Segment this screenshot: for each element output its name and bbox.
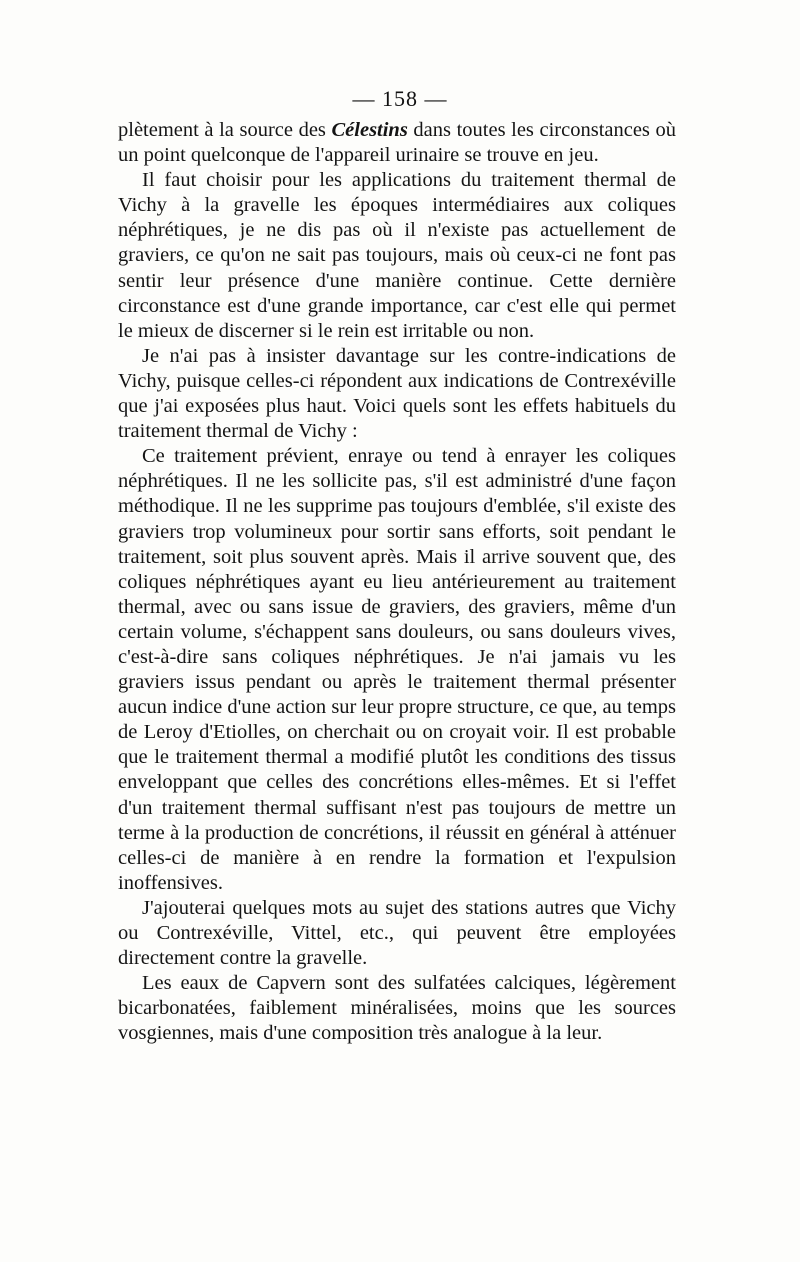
paragraph: Il faut choisir pour les applications du traitement thermal de Vichy à la gravelle les époques intermédiaires aux coliques néphrétiques, je ne dis pas où il n'existe pas actuellement de graviers, ce qu'on ne sait pas toujours, mais où ceux-ci ne font pas sentir leur présence d'une manière continue. Cette dernière circonstance est d'une grande importance, car c'est elle qui permet le mieux de discerner si le rein est irritable ou non. <box>118 169 676 342</box>
italic-term: Célestins <box>331 119 408 141</box>
paragraph: Les eaux de Capvern sont des sulfatées calciques, légèrement bicarbonatées, faiblement minéralisées, moins que les sources vosgiennes, mais d'une composition très analogue à la leur. <box>118 972 676 1045</box>
paragraph: Je n'ai pas à insister davantage sur les contre-indications de Vichy, puisque celles-ci répondent aux indications de Contrexéville que j'ai exposées plus haut. Voici quels sont les effets habituels du traitement thermal de Vichy : <box>118 344 676 443</box>
body-text <box>118 118 676 1046</box>
paragraph-continuation <box>118 118 676 168</box>
page-number: — 158 — <box>352 86 448 111</box>
paragraph: J'ajouterai quelques mots au sujet des stations autres que Vichy ou Contrexéville, Vittel, etc., qui peuvent être employées directement contre la gravelle. <box>118 896 676 970</box>
paragraph-text-part: plètement à la source des <box>118 119 332 141</box>
paragraph: Ce traitement prévient, enraye ou tend à enrayer les coliques néphrétiques. Il ne les sollicite pas, s'il est administré d'une façon méthodique. Il ne les supprime pas toujours d'emblée, s'il existe des graviers trop volumineux pour sortir sans efforts, soit pendant le traitement, soit plus souvent après. Mais il arrive souvent que, des coliques néphrétiques ayant eu lieu antérieurement au traitement thermal, avec ou sans issue de graviers, des graviers, même d'un certain volume, s'échappent sans douleurs, ou sans douleurs vives, c'est-à-dire sans coliques néphrétiques. Je n'ai jamais vu les graviers issus pendant ou après le traitement thermal présenter aucun indice d'une action sur leur propre structure, ce que, au temps de Leroy d'Etiolles, on cherchait ou on croyait voir. Il est probable que le traitement thermal a modifié plutôt les conditions des tissus enveloppant que celles des concrétions elles-mêmes. Et si l'effet d'un traitement thermal suffisant n'est pas toujours de mettre un terme à la production de concrétions, il réussit en général à atténuer celles-ci de manière à en rendre la formation et l'expulsion inoffensives. <box>118 445 676 894</box>
paragraph-text-part: dans toutes les circonstances où un point quelconque de l'appareil urinaire se trouve en jeu. <box>118 119 677 167</box>
